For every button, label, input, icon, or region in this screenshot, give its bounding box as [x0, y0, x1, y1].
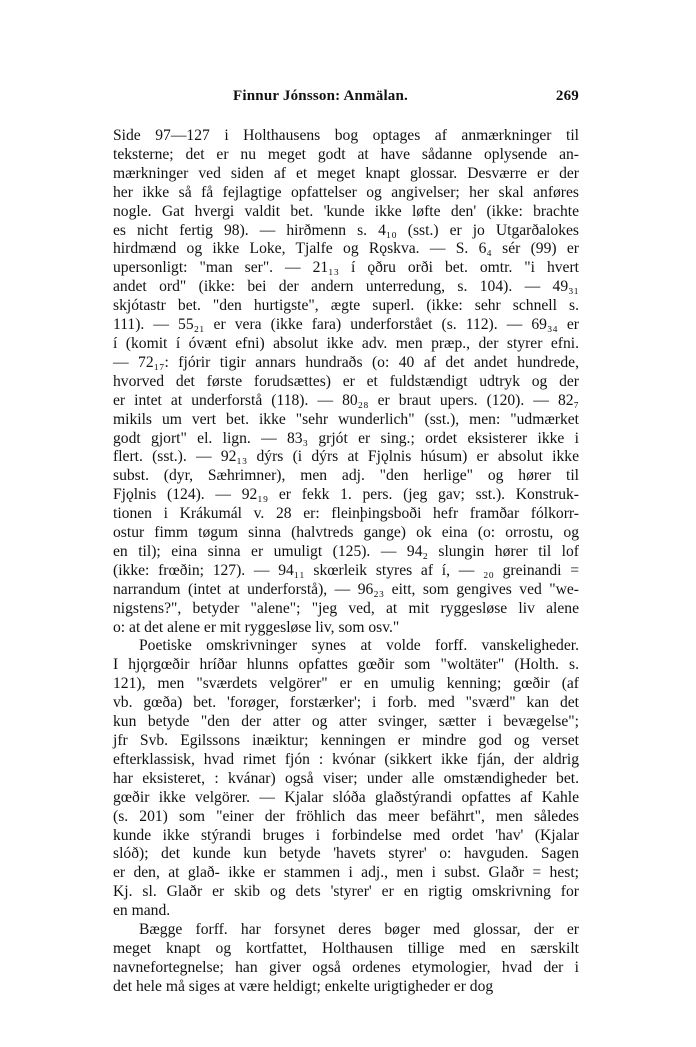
text-line: en mand. [113, 902, 171, 920]
text-line: upersonligt: "man ser". — 21₁₃ í ǫðru orði bet. omtr. "i hvert [113, 259, 579, 277]
paragraph-2 [113, 637, 579, 921]
text-line: vb. gœða) bet. 'forøger, forstærker'; i forb. med "sværd" kan det [113, 694, 579, 712]
text-line: har eksisteret, : kvánar) også viser; under alle omstændigheder bet. [113, 769, 579, 787]
running-title: Finnur Jónsson: Anmälan. [233, 88, 409, 104]
text-line: hirdmænd og ikke Loke, Tjalfe og Rǫskva. — S. 6₄ sér (99) er [113, 240, 579, 258]
text-line: — 72₁₇: fjórir tigir annars hundraðs (o: 40 af det andet hundrede, [113, 353, 579, 371]
text-line: jfr Svb. Egilssons inæiktur; kenningen er mindre god og verset [113, 732, 579, 749]
text-line: en til); eina sinna er umuligt (125). — 94₂ slungin hører til lof [113, 542, 579, 560]
page-number: 269 [555, 88, 579, 104]
text-line: er den, at glað- ikke er stammen i adj., men i subst. Glaðr = hest; [113, 864, 579, 882]
text-line: teksterne; det er nu meget godt at have sådanne oplysende an- [113, 145, 579, 163]
text-line: 111). — 55₂₁ er vera (ikke fara) underforstået (s. 112). — 69₃₄ er [113, 316, 579, 334]
text-line: es nicht fertig 98). — hirðmenn s. 4₁₀ (sst.) er jo Utgarðalokes [113, 221, 579, 239]
text-line: det hele må siges at være heldigt; enkelte urigtigheder er dog [113, 977, 494, 995]
text-line: gœðir ikke velgörer. — Kjalar slóða glaðstýrandi opfattes af Kahle [113, 788, 579, 806]
text-line: slóð); det kunde kun betyde 'havets styrer' o: havguden. Sagen [113, 845, 579, 863]
text-line: er intet at underforstå (118). — 80₂₈ er braut upers. (120). — 82₇ [113, 391, 579, 409]
text-line: navnefortegnelse; han giver også ordenes etymologier, hvad der i [113, 958, 579, 976]
text-line: nogle. Gat hvergi valdit bet. 'kunde ikke løfte den' (ikke: brachte [113, 202, 579, 220]
body-text [113, 127, 579, 997]
document-page [113, 88, 579, 997]
text-line: mærkninger ved siden af et meget knapt glossar. Desværre er der [113, 164, 579, 182]
text-line: mikils um vert bet. ikke "sehr wunderlich" (sst.), men: "udmærket [113, 410, 579, 428]
text-line: kunde ikke stýrandi bruges i forbindelse med ordet 'hav' (Kjalar [113, 826, 579, 844]
text-line: andet ord" (ikke: bei der andern unterredung, s. 104). — 49₃₁ [113, 278, 579, 296]
text-line: ostur fimm tøgum sinna (halvtreds gange) ok eina (o: orrostu, og [113, 524, 579, 542]
text-line: (ikke: frœðin; 127). — 94₁₁ skœrleik styres af í, — ₂₀ greinandi = [113, 561, 579, 579]
text-line: tionen i Krákumál v. 28 er: fleinþingsboði hefr framðar fólkorr- [113, 505, 579, 523]
running-head [113, 88, 579, 110]
paragraph-3 [113, 921, 579, 997]
text-line: í (komit í óvænt efni) absolut ikke adv. men præp., der styrer efni. [113, 334, 579, 352]
text-line: meget knapt og kortfattet, Holthausen tillige med en særskilt [113, 939, 579, 957]
text-line: efterklassisk, hvad rimet fjón : kvónar (sikkert ikke fján, der aldrig [113, 750, 579, 768]
text-line: 121), men "sværdets velgörer" er en umulig kenning; gœðir (af [113, 675, 579, 693]
text-line: flert. (sst.). — 92₁₃ dýrs (i dýrs at Fjǫlnis húsum) er absolut ikke [113, 448, 579, 466]
text-line: Side 97—127 i Holthausens bog optages af anmærkninger til [113, 127, 579, 144]
text-line: her ikke så få fejlagtige opfattelser og angivelser; her skal anføres [113, 183, 579, 201]
text-line: skjótastr bet. "den hurtigste", ægte superl. (ikke: sehr schnell s. [113, 297, 579, 315]
text-line: o: at det alene er mit ryggesløse liv, som osv." [113, 618, 400, 636]
text-line: (s. 201) som "einer der fröhlich das meer befährt", men således [113, 807, 579, 825]
text-line: Bægge forff. har forsynet deres bøger med glossar, der er [139, 921, 579, 939]
text-line: subst. (dyr, Sæhrimner), men adj. "den herlige" og hører til [113, 467, 579, 485]
text-line: godt gjort" el. lign. — 83₃ grjót er sing.; ordet eksisterer ikke i [113, 429, 579, 447]
text-line: Kj. sl. Glaðr er skib og dets 'styrer' er en rigtig omskrivning for [113, 883, 579, 901]
paragraph-1 [113, 127, 579, 637]
text-line: I hjǫrgœðir hríðar hlunns opfattes gœðir som "woltäter" (Holth. s. [113, 656, 579, 674]
text-line: narrandum (intet at underforstå), — 96₂₃ eitt, som gengives ved "we- [113, 580, 579, 598]
text-line: kun betyde "den der atter og atter svinger, sætter i bevægelse"; [113, 713, 579, 731]
text-line: hvorved det første forudsættes) er et fuldstændigt udtryk og der [113, 372, 579, 390]
text-line: nigstens?", betyder "alene"; "jeg ved, at mit ryggesløse liv alene [113, 599, 579, 617]
text-line: Poetiske omskrivninger synes at volde forff. vanskeligheder. [139, 637, 579, 655]
text-line: Fjǫlnis (124). — 92₁₉ er fekk 1. pers. (jeg gav; sst.). Konstruk- [113, 486, 579, 504]
